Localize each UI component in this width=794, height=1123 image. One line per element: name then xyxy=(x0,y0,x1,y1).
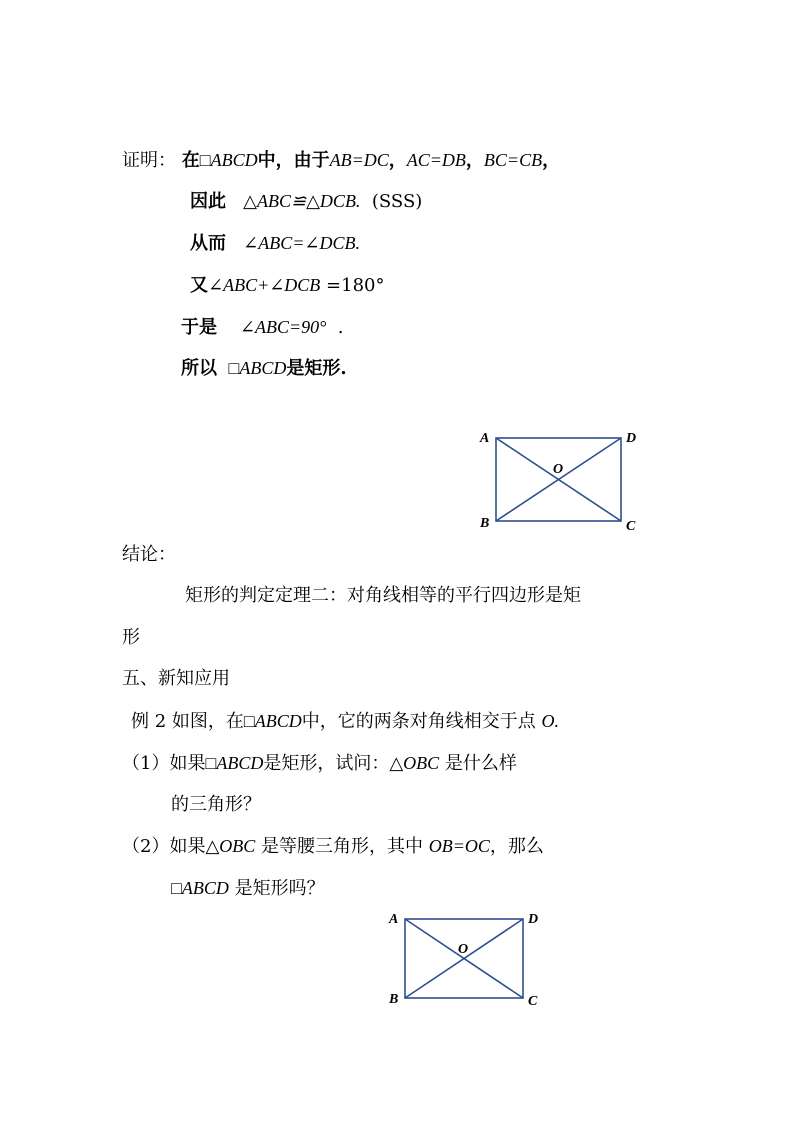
vertex-b: B xyxy=(389,992,399,1007)
rectangle-figure-2 xyxy=(386,906,556,1016)
conclusion-label: 结论： xyxy=(122,544,176,565)
question-2-cont: □ABCD 是矩形吗？ xyxy=(171,878,325,899)
proof-label: 证明： xyxy=(122,150,176,171)
proof-line-3: 从而 ∠ABC=∠DCB. xyxy=(190,233,360,254)
center-o: O xyxy=(458,942,469,957)
proof-line-2: 因此 △ABC≌△DCB. (SSS) xyxy=(190,191,423,212)
vertex-d: D xyxy=(528,912,539,927)
section-heading: 五、新知应用 xyxy=(122,668,230,689)
proof-line-6: 所以 □ABCD是矩形. xyxy=(181,358,347,379)
vertex-d: D xyxy=(626,431,637,446)
example-2: 例 2 如图，在□ABCD中，它的两条对角线相交于点 O. xyxy=(131,711,560,732)
vertex-c: C xyxy=(528,994,538,1009)
question-1-cont: 的三角形？ xyxy=(171,794,261,815)
vertex-b: B xyxy=(480,516,490,531)
center-o: O xyxy=(553,462,564,477)
proof-line-1: 证明： 在□ABCD中，由于AB=DC，AC=DB，BC=CB， xyxy=(122,150,561,171)
theorem-line-2: 形 xyxy=(122,627,140,648)
question-1: （1）如果□ABCD是矩形，试问：△OBC 是什么样 xyxy=(122,753,517,774)
proof-line-5: 于是 ∠ABC=90° . xyxy=(181,317,344,338)
vertex-a: A xyxy=(480,431,490,446)
vertex-c: C xyxy=(626,519,636,534)
proof-line-4: 又∠ABC+∠DCB =180° xyxy=(190,275,385,296)
vertex-a: A xyxy=(389,912,399,927)
rectangle-figure-1 xyxy=(476,426,646,536)
question-2: （2）如果△OBC 是等腰三角形，其中 OB=OC，那么 xyxy=(122,836,544,857)
theorem-line-1: 矩形的判定定理二：对角线相等的平行四边形是矩 xyxy=(185,585,581,606)
